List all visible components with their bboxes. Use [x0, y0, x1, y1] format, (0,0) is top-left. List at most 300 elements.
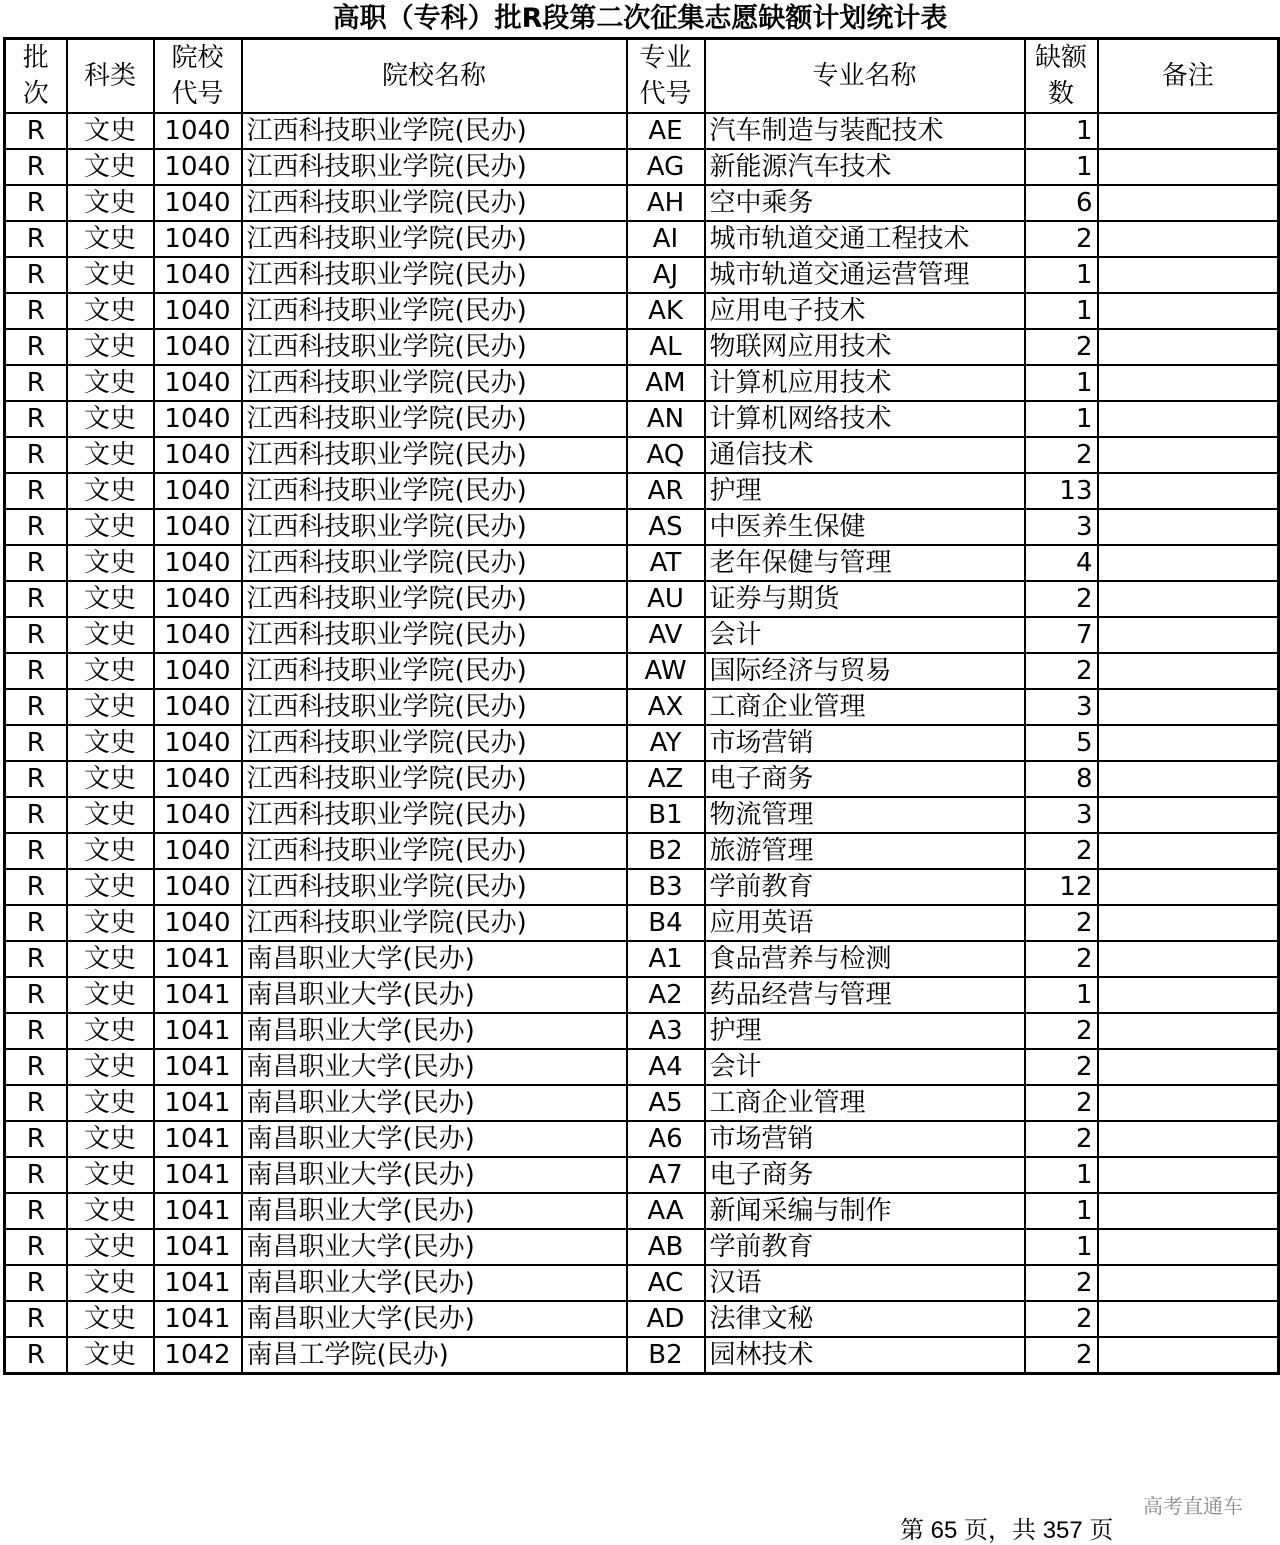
cell-school-code: 1040: [154, 869, 242, 905]
cell-batch: R: [5, 1193, 67, 1229]
cell-remarks: [1098, 185, 1279, 221]
cell-subject: 文史: [67, 977, 154, 1013]
cell-remarks: [1098, 113, 1279, 149]
cell-school-code: 1041: [154, 1013, 242, 1049]
cell-vacancies: 2: [1025, 941, 1098, 977]
cell-vacancies: 8: [1025, 761, 1098, 797]
cell-major-name: 物流管理: [705, 797, 1025, 833]
cell-major-name: 旅游管理: [705, 833, 1025, 869]
cell-major-code: AM: [627, 365, 705, 401]
cell-subject: 文史: [67, 1193, 154, 1229]
cell-major-name: 中医养生保健: [705, 509, 1025, 545]
cell-school-code: 1040: [154, 437, 242, 473]
cell-vacancies: 1: [1025, 1157, 1098, 1193]
cell-major-code: A3: [627, 1013, 705, 1049]
cell-batch: R: [5, 617, 67, 653]
cell-school-code: 1041: [154, 977, 242, 1013]
table-row: [5, 113, 1279, 149]
cell-school-code: 1040: [154, 293, 242, 329]
cell-vacancies: 4: [1025, 545, 1098, 581]
cell-vacancies: 1: [1025, 365, 1098, 401]
table-row: [5, 977, 1279, 1013]
cell-subject: 文史: [67, 581, 154, 617]
cell-school-name: 江西科技职业学院(民办): [242, 257, 627, 293]
table-row: [5, 941, 1279, 977]
cell-vacancies: 2: [1025, 1121, 1098, 1157]
cell-subject: 文史: [67, 545, 154, 581]
header-batch: 批次: [5, 39, 67, 114]
cell-batch: R: [5, 185, 67, 221]
cell-remarks: [1098, 149, 1279, 185]
cell-major-code: B4: [627, 905, 705, 941]
cell-school-name: 江西科技职业学院(民办): [242, 797, 627, 833]
cell-school-code: 1041: [154, 1301, 242, 1337]
cell-school-code: 1040: [154, 689, 242, 725]
cell-major-name: 法律文秘: [705, 1301, 1025, 1337]
table-row: [5, 905, 1279, 941]
table-row: [5, 1337, 1279, 1374]
cell-school-name: 江西科技职业学院(民办): [242, 617, 627, 653]
cell-school-name: 南昌职业大学(民办): [242, 941, 627, 977]
cell-major-code: AX: [627, 689, 705, 725]
cell-remarks: [1098, 941, 1279, 977]
cell-major-name: 汉语: [705, 1265, 1025, 1301]
cell-vacancies: 1: [1025, 401, 1098, 437]
cell-school-code: 1040: [154, 473, 242, 509]
cell-major-code: B3: [627, 869, 705, 905]
cell-subject: 文史: [67, 293, 154, 329]
cell-batch: R: [5, 437, 67, 473]
cell-school-name: 南昌职业大学(民办): [242, 1085, 627, 1121]
cell-subject: 文史: [67, 437, 154, 473]
cell-remarks: [1098, 581, 1279, 617]
cell-vacancies: 1: [1025, 1229, 1098, 1265]
cell-vacancies: 2: [1025, 1085, 1098, 1121]
cell-major-name: 应用英语: [705, 905, 1025, 941]
cell-remarks: [1098, 797, 1279, 833]
table-row: [5, 149, 1279, 185]
cell-school-name: 江西科技职业学院(民办): [242, 545, 627, 581]
cell-subject: 文史: [67, 257, 154, 293]
cell-school-code: 1041: [154, 1121, 242, 1157]
cell-batch: R: [5, 509, 67, 545]
cell-major-code: AR: [627, 473, 705, 509]
cell-major-name: 市场营销: [705, 1121, 1025, 1157]
cell-major-name: 空中乘务: [705, 185, 1025, 221]
cell-major-code: AW: [627, 653, 705, 689]
cell-batch: R: [5, 1157, 67, 1193]
quota-table: [3, 37, 1280, 1375]
table-row: [5, 1121, 1279, 1157]
table-row: [5, 473, 1279, 509]
cell-vacancies: 1: [1025, 293, 1098, 329]
cell-remarks: [1098, 761, 1279, 797]
cell-school-name: 南昌职业大学(民办): [242, 1193, 627, 1229]
cell-school-code: 1041: [154, 941, 242, 977]
table-row: [5, 1049, 1279, 1085]
cell-school-code: 1042: [154, 1337, 242, 1374]
cell-school-code: 1040: [154, 905, 242, 941]
cell-school-name: 江西科技职业学院(民办): [242, 113, 627, 149]
table-row: [5, 545, 1279, 581]
cell-major-name: 城市轨道交通工程技术: [705, 221, 1025, 257]
cell-school-name: 江西科技职业学院(民办): [242, 581, 627, 617]
table-row: [5, 257, 1279, 293]
cell-major-code: B2: [627, 1337, 705, 1374]
cell-batch: R: [5, 257, 67, 293]
cell-school-name: 江西科技职业学院(民办): [242, 761, 627, 797]
cell-school-name: 江西科技职业学院(民办): [242, 329, 627, 365]
cell-school-name: 江西科技职业学院(民办): [242, 365, 627, 401]
cell-subject: 文史: [67, 221, 154, 257]
table-row: [5, 653, 1279, 689]
cell-school-code: 1041: [154, 1265, 242, 1301]
cell-subject: 文史: [67, 905, 154, 941]
table-row: [5, 725, 1279, 761]
cell-major-code: AJ: [627, 257, 705, 293]
cell-school-name: 南昌职业大学(民办): [242, 1265, 627, 1301]
cell-school-code: 1040: [154, 617, 242, 653]
cell-school-code: 1041: [154, 1085, 242, 1121]
cell-vacancies: 1: [1025, 149, 1098, 185]
table-row: [5, 689, 1279, 725]
cell-major-name: 证券与期货: [705, 581, 1025, 617]
cell-subject: 文史: [67, 473, 154, 509]
cell-major-code: AV: [627, 617, 705, 653]
cell-vacancies: 2: [1025, 581, 1098, 617]
header-remarks: 备注: [1098, 39, 1279, 114]
cell-major-code: AU: [627, 581, 705, 617]
cell-school-code: 1041: [154, 1157, 242, 1193]
cell-school-code: 1040: [154, 185, 242, 221]
cell-school-name: 江西科技职业学院(民办): [242, 149, 627, 185]
cell-vacancies: 2: [1025, 437, 1098, 473]
cell-subject: 文史: [67, 1157, 154, 1193]
cell-vacancies: 6: [1025, 185, 1098, 221]
cell-remarks: [1098, 329, 1279, 365]
cell-major-name: 药品经营与管理: [705, 977, 1025, 1013]
cell-remarks: [1098, 473, 1279, 509]
cell-subject: 文史: [67, 941, 154, 977]
cell-vacancies: 2: [1025, 833, 1098, 869]
cell-major-code: AD: [627, 1301, 705, 1337]
cell-school-code: 1040: [154, 545, 242, 581]
cell-school-name: 江西科技职业学院(民办): [242, 293, 627, 329]
cell-major-code: AK: [627, 293, 705, 329]
table-row: [5, 401, 1279, 437]
cell-major-name: 会计: [705, 1049, 1025, 1085]
cell-remarks: [1098, 1013, 1279, 1049]
cell-major-name: 计算机网络技术: [705, 401, 1025, 437]
cell-subject: 文史: [67, 1049, 154, 1085]
cell-major-name: 物联网应用技术: [705, 329, 1025, 365]
cell-major-name: 城市轨道交通运营管理: [705, 257, 1025, 293]
cell-major-name: 工商企业管理: [705, 1085, 1025, 1121]
cell-subject: 文史: [67, 761, 154, 797]
cell-school-name: 江西科技职业学院(民办): [242, 401, 627, 437]
cell-school-code: 1041: [154, 1049, 242, 1085]
cell-remarks: [1098, 905, 1279, 941]
table-row: [5, 293, 1279, 329]
table-row: [5, 1193, 1279, 1229]
cell-batch: R: [5, 149, 67, 185]
cell-major-name: 计算机应用技术: [705, 365, 1025, 401]
cell-major-name: 汽车制造与装配技术: [705, 113, 1025, 149]
cell-subject: 文史: [67, 509, 154, 545]
cell-remarks: [1098, 617, 1279, 653]
table-row: [5, 617, 1279, 653]
cell-school-code: 1040: [154, 653, 242, 689]
cell-batch: R: [5, 797, 67, 833]
cell-remarks: [1098, 1265, 1279, 1301]
table-row: [5, 1013, 1279, 1049]
header-vacancies: 缺额数: [1025, 39, 1098, 114]
cell-school-name: 南昌职业大学(民办): [242, 1157, 627, 1193]
cell-school-name: 江西科技职业学院(民办): [242, 185, 627, 221]
cell-school-code: 1040: [154, 221, 242, 257]
cell-subject: 文史: [67, 329, 154, 365]
cell-subject: 文史: [67, 1121, 154, 1157]
cell-school-name: 南昌工学院(民办): [242, 1337, 627, 1374]
cell-school-name: 江西科技职业学院(民办): [242, 725, 627, 761]
cell-school-code: 1040: [154, 761, 242, 797]
cell-subject: 文史: [67, 1265, 154, 1301]
cell-major-code: A2: [627, 977, 705, 1013]
cell-school-name: 江西科技职业学院(民办): [242, 437, 627, 473]
cell-major-code: AZ: [627, 761, 705, 797]
cell-remarks: [1098, 725, 1279, 761]
cell-batch: R: [5, 1121, 67, 1157]
cell-school-name: 江西科技职业学院(民办): [242, 509, 627, 545]
cell-school-name: 江西科技职业学院(民办): [242, 869, 627, 905]
cell-vacancies: 1: [1025, 977, 1098, 1013]
cell-subject: 文史: [67, 869, 154, 905]
cell-major-name: 园林技术: [705, 1337, 1025, 1374]
table-row: [5, 761, 1279, 797]
cell-school-code: 1040: [154, 725, 242, 761]
cell-major-name: 新闻采编与制作: [705, 1193, 1025, 1229]
cell-vacancies: 2: [1025, 653, 1098, 689]
cell-batch: R: [5, 905, 67, 941]
cell-school-code: 1040: [154, 797, 242, 833]
cell-subject: 文史: [67, 617, 154, 653]
cell-vacancies: 1: [1025, 113, 1098, 149]
cell-major-code: AB: [627, 1229, 705, 1265]
cell-vacancies: 2: [1025, 1337, 1098, 1374]
cell-major-code: AG: [627, 149, 705, 185]
cell-major-name: 工商企业管理: [705, 689, 1025, 725]
cell-major-code: AN: [627, 401, 705, 437]
cell-school-code: 1040: [154, 401, 242, 437]
cell-school-name: 南昌职业大学(民办): [242, 977, 627, 1013]
cell-remarks: [1098, 221, 1279, 257]
cell-batch: R: [5, 653, 67, 689]
cell-vacancies: 2: [1025, 1265, 1098, 1301]
cell-major-name: 电子商务: [705, 761, 1025, 797]
cell-remarks: [1098, 1085, 1279, 1121]
cell-school-name: 南昌职业大学(民办): [242, 1013, 627, 1049]
cell-batch: R: [5, 581, 67, 617]
cell-major-name: 国际经济与贸易: [705, 653, 1025, 689]
watermark: 高考直通车: [1143, 1494, 1243, 1518]
cell-batch: R: [5, 1049, 67, 1085]
cell-school-code: 1041: [154, 1193, 242, 1229]
cell-vacancies: 12: [1025, 869, 1098, 905]
cell-subject: 文史: [67, 1301, 154, 1337]
cell-school-name: 南昌职业大学(民办): [242, 1121, 627, 1157]
cell-subject: 文史: [67, 149, 154, 185]
cell-batch: R: [5, 1301, 67, 1337]
cell-school-code: 1040: [154, 581, 242, 617]
cell-school-name: 江西科技职业学院(民办): [242, 689, 627, 725]
cell-school-name: 江西科技职业学院(民办): [242, 833, 627, 869]
cell-major-name: 学前教育: [705, 1229, 1025, 1265]
cell-school-name: 南昌职业大学(民办): [242, 1229, 627, 1265]
cell-remarks: [1098, 689, 1279, 725]
cell-subject: 文史: [67, 1229, 154, 1265]
cell-school-code: 1040: [154, 329, 242, 365]
cell-remarks: [1098, 257, 1279, 293]
table-row: [5, 869, 1279, 905]
cell-major-code: A1: [627, 941, 705, 977]
cell-batch: R: [5, 365, 67, 401]
cell-vacancies: 2: [1025, 1301, 1098, 1337]
cell-major-name: 应用电子技术: [705, 293, 1025, 329]
table-row: [5, 221, 1279, 257]
cell-subject: 文史: [67, 1337, 154, 1374]
cell-vacancies: 2: [1025, 1049, 1098, 1085]
cell-remarks: [1098, 401, 1279, 437]
cell-batch: R: [5, 941, 67, 977]
cell-subject: 文史: [67, 689, 154, 725]
table-row: [5, 581, 1279, 617]
cell-batch: R: [5, 473, 67, 509]
header-subject: 科类: [67, 39, 154, 114]
cell-major-code: B1: [627, 797, 705, 833]
cell-remarks: [1098, 977, 1279, 1013]
table-header-row: [5, 39, 1279, 114]
cell-school-name: 江西科技职业学院(民办): [242, 473, 627, 509]
cell-major-name: 会计: [705, 617, 1025, 653]
cell-batch: R: [5, 689, 67, 725]
cell-major-name: 护理: [705, 473, 1025, 509]
cell-subject: 文史: [67, 833, 154, 869]
cell-major-code: AT: [627, 545, 705, 581]
table-row: [5, 1265, 1279, 1301]
cell-vacancies: 13: [1025, 473, 1098, 509]
cell-vacancies: 2: [1025, 905, 1098, 941]
cell-vacancies: 3: [1025, 797, 1098, 833]
cell-remarks: [1098, 1157, 1279, 1193]
cell-major-name: 学前教育: [705, 869, 1025, 905]
cell-subject: 文史: [67, 1013, 154, 1049]
cell-remarks: [1098, 1193, 1279, 1229]
cell-batch: R: [5, 833, 67, 869]
cell-vacancies: 1: [1025, 257, 1098, 293]
cell-major-code: AL: [627, 329, 705, 365]
table-row: [5, 437, 1279, 473]
cell-major-name: 护理: [705, 1013, 1025, 1049]
cell-major-name: 老年保健与管理: [705, 545, 1025, 581]
cell-major-name: 通信技术: [705, 437, 1025, 473]
cell-major-code: A6: [627, 1121, 705, 1157]
table-row: [5, 329, 1279, 365]
table-row: [5, 833, 1279, 869]
cell-vacancies: 5: [1025, 725, 1098, 761]
cell-school-code: 1041: [154, 1229, 242, 1265]
cell-batch: R: [5, 221, 67, 257]
header-major-code: 专业代号: [627, 39, 705, 114]
cell-school-name: 江西科技职业学院(民办): [242, 653, 627, 689]
cell-major-name: 食品营养与检测: [705, 941, 1025, 977]
cell-major-code: AE: [627, 113, 705, 149]
cell-subject: 文史: [67, 401, 154, 437]
cell-remarks: [1098, 545, 1279, 581]
cell-batch: R: [5, 1229, 67, 1265]
cell-major-code: AI: [627, 221, 705, 257]
cell-remarks: [1098, 1121, 1279, 1157]
cell-batch: R: [5, 329, 67, 365]
table-row: [5, 1229, 1279, 1265]
cell-school-name: 南昌职业大学(民办): [242, 1049, 627, 1085]
table-row: [5, 1085, 1279, 1121]
cell-batch: R: [5, 761, 67, 797]
cell-batch: R: [5, 113, 67, 149]
cell-major-name: 电子商务: [705, 1157, 1025, 1193]
table-row: [5, 1157, 1279, 1193]
cell-subject: 文史: [67, 185, 154, 221]
table-row: [5, 797, 1279, 833]
header-school-code: 院校代号: [154, 39, 242, 114]
cell-school-name: 江西科技职业学院(民办): [242, 905, 627, 941]
cell-remarks: [1098, 869, 1279, 905]
cell-major-code: A4: [627, 1049, 705, 1085]
cell-remarks: [1098, 1337, 1279, 1374]
cell-major-code: A5: [627, 1085, 705, 1121]
table-row: [5, 509, 1279, 545]
cell-major-code: AQ: [627, 437, 705, 473]
header-major-name: 专业名称: [705, 39, 1025, 114]
cell-school-code: 1040: [154, 833, 242, 869]
cell-subject: 文史: [67, 1085, 154, 1121]
cell-remarks: [1098, 293, 1279, 329]
cell-major-code: AA: [627, 1193, 705, 1229]
cell-batch: R: [5, 1085, 67, 1121]
cell-school-code: 1040: [154, 365, 242, 401]
document-title: 高职（专科）批R段第二次征集志愿缺额计划统计表: [332, 3, 948, 34]
cell-school-code: 1040: [154, 149, 242, 185]
cell-remarks: [1098, 437, 1279, 473]
page-number: 第 65 页，共 357 页: [900, 1517, 1114, 1544]
cell-batch: R: [5, 977, 67, 1013]
cell-vacancies: 1: [1025, 1193, 1098, 1229]
cell-batch: R: [5, 545, 67, 581]
table-row: [5, 185, 1279, 221]
cell-major-code: AY: [627, 725, 705, 761]
cell-remarks: [1098, 365, 1279, 401]
cell-subject: 文史: [67, 113, 154, 149]
cell-remarks: [1098, 1049, 1279, 1085]
cell-major-code: AC: [627, 1265, 705, 1301]
cell-vacancies: 3: [1025, 509, 1098, 545]
cell-school-code: 1040: [154, 257, 242, 293]
cell-major-code: AH: [627, 185, 705, 221]
cell-subject: 文史: [67, 365, 154, 401]
cell-vacancies: 7: [1025, 617, 1098, 653]
cell-major-code: A7: [627, 1157, 705, 1193]
cell-major-name: 新能源汽车技术: [705, 149, 1025, 185]
cell-subject: 文史: [67, 653, 154, 689]
